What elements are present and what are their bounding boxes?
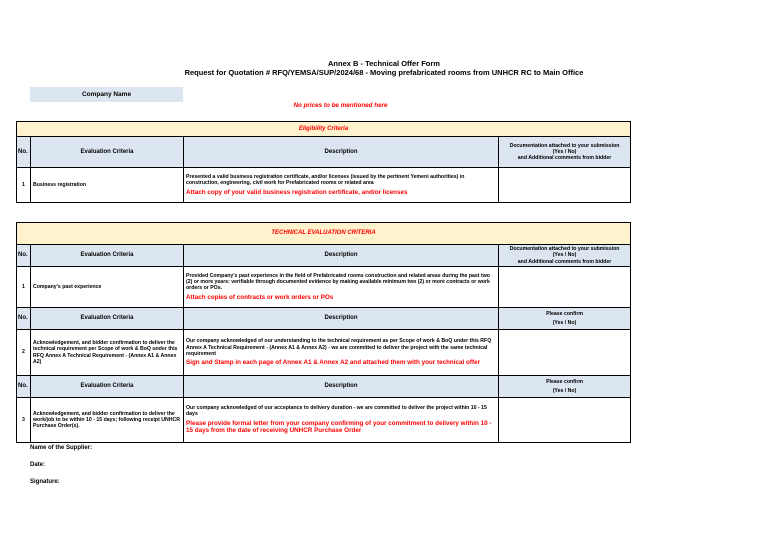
col-criteria-header: Evaluation Criteria [31,137,184,168]
col-description-header: Description [184,137,499,168]
description-cell: Provided Company's past experience in the field of Prefabricated rooms construction and related areas during the past two (2) or more years: verifiable through documented evidence by making available minimum two (2) or more contracts or work orders or POs. Attach copies of contracts or work orders or POs [184,267,499,308]
table-row [17,168,631,203]
col-criteria-header: Evaluation Criteria [31,376,184,398]
criteria-cell: Acknowledgement, and bidder confirmation to deliver the technical requirement per Scope of work & BoQ under this RFQ Annex A Technical Requirement - (Annex A1 & Annex A2) [31,330,184,376]
company-name-label: Company Name [30,87,183,102]
col-no-header: No. [17,376,31,398]
row-number: 1 [17,168,31,203]
technical-table [16,222,631,443]
col-documentation-header: Documentation attached to your submission (Yes / No) and Additional comments from bidder [499,245,631,267]
col-documentation-header: Documentation attached to your submission (Yes / No) and Additional comments from bidder [499,137,631,168]
col-no-header: No. [17,308,31,330]
eligibility-band: Eligibility Criteria [17,122,631,137]
documentation-input-cell[interactable] [499,267,631,308]
form-title: Annex B - Technical Offer Form [328,59,440,68]
sign-stamp-note: Sign and Stamp in each page of Annex A1 & Annex A2 and attached them with your technical offer [186,359,481,367]
col-description-header: Description [184,308,499,330]
col-no-header: No. [17,137,31,168]
rfq-subtitle: Request for Quotation # RFQ/YEMSA/SUP/2024/68 - Moving prefabricated rooms from UNHCR RC to Main Office [184,68,584,77]
confirm-header: Please confirm (Yes / No) [499,376,631,398]
table-row [17,398,631,443]
row-number: 2 [17,330,31,376]
col-no-header: No. [17,245,31,267]
supplier-name-label: Name of the Supplier: [30,445,93,451]
description-cell: Our company acknowledged of our understanding to the technical requirement as per Scope of work & BoQ under this RFQ Annex A Technical Requirement - (Annex A1 & Annex A2) - we are committed to deliver the project with the same technical requirement Sign and Stamp in each page of Annex A1 & Annex A2 and attached them with your technical offer [184,330,499,376]
criteria-cell: Acknowledgement, and bidder confirmation to deliver the work/job to be within 10 - 15 days; following receipt UNHCR Purchase Order(s). [31,398,184,443]
description-cell: Presented a valid business registration certificate, and/or licenses (issued by the pertinent Yemeni authorities) in construction, engineering, civil work for Prefabricated rooms or related area Attach copy of your valid business registration certificate, and/or licenses [184,168,499,203]
confirm-input-cell[interactable] [499,398,631,443]
attach-note: Attach copies of contracts or work orders or POs [186,293,334,301]
no-prices-note: No prices to be mentioned here [293,102,388,109]
description-cell: Our company acknowledged of our acceptance to delivery duration - we are committed to deliver the project within 10 - 15 days Please provide formal letter from your company confirming of your commitment to delivery within 10 - 15 days from the date of receiving UNHCR Purchase Order [184,398,499,443]
row-number: 3 [17,398,31,443]
date-label: Date: [30,462,46,468]
criteria-cell: Business registration [31,168,184,203]
confirm-header: Please confirm (Yes / No) [499,308,631,330]
eligibility-table [16,121,631,203]
col-description-header: Description [184,245,499,267]
attach-note: Attach copy of your valid business registration certificate, and/or licenses [186,188,408,196]
col-criteria-header: Evaluation Criteria [31,245,184,267]
signature-label: Signature: [30,479,60,485]
col-criteria-header: Evaluation Criteria [31,308,184,330]
col-description-header: Description [184,376,499,398]
documentation-input-cell[interactable] [499,168,631,203]
formal-letter-note: Please provide formal letter from your company confirming of your commitment to delivery within 10 - 15 days from the date of receiving UNHCR Purchase Order [186,419,492,435]
confirm-input-cell[interactable] [499,330,631,376]
criteria-cell: Company's past experience [31,267,184,308]
technical-band: TECHNICAL EVALUATION CRITERIA [17,223,631,245]
table-row [17,267,631,308]
table-row [17,330,631,376]
row-number: 1 [17,267,31,308]
